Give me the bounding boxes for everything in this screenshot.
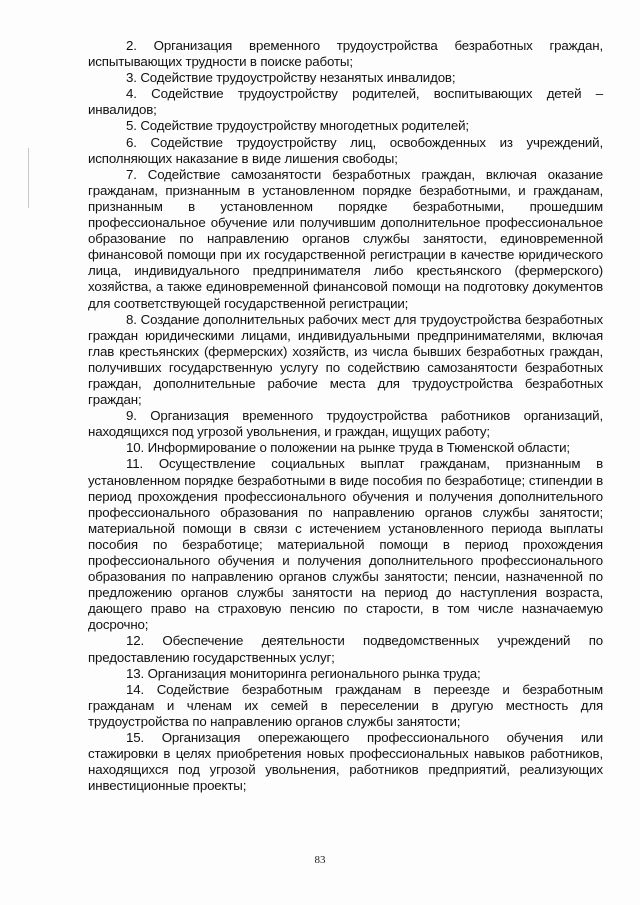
paragraph-item-6: 6. Содействие трудоустройству лиц, освобожденных из учреждений, исполняющих наказание в виде лишения свободы; [88,134,603,166]
paragraph-item-8: 8. Создание дополнительных рабочих мест для трудоустройства безработных граждан юридическими лицами, индивидуальными предпринимателями, включая глав крестьянских (фермерских) хозяйств, из числа бывших безработных граждан, получивших государственную услугу по содействию самозанятости безработных граждан, дополнительные рабочие места для трудоустройства безработных граждан; [88,311,603,408]
document-body [88,38,603,794]
paragraph-item-10: 10. Информирование о положении на рынке труда в Тюменской области; [126,440,570,456]
paragraph-item-14: 14. Содействие безработным гражданам в переезде и безработным гражданам и членам их семей в переселении в другую местность для трудоустройства по направлению органов службы занятости; [88,681,603,729]
paragraph-item-5: 5. Содействие трудоустройству многодетных родителей; [126,118,469,134]
paragraph-item-15: 15. Организация опережающего профессионального обучения или стажировки в целях приобретения новых профессиональных навыков работников, находящихся под угрозой увольнения, работников предприятий, реализующих инвестиционные проекты; [88,730,603,794]
paragraph-item-3: 3. Содействие трудоустройству незанятых инвалидов; [126,70,456,86]
paragraph-item-4: 4. Содействие трудоустройству родителей, воспитывающих детей – инвалидов; [88,86,603,118]
paragraph-item-7: 7. Содействие самозанятости безработных граждан, включая оказание гражданам, признанным в установленном порядке безработными, и гражданам, признанным в установленном порядке безработными, прошедшим профессиональное обучение или получившим дополнительное профессиональное образование по направлению органов службы занятости, единовременной финансовой помощи при их государственной регистрации в качестве юридического лица, индивидуального предпринимателя либо крестьянского (фермерского) хозяйства, а также единовременной финансовой помощи на подготовку документов для соответствующей государственной регистрации; [88,166,603,311]
paragraph-item-13: 13. Организация мониторинга регионального рынка труда; [126,665,481,681]
page-number: 83 [314,854,326,866]
paragraph-item-11: 11. Осуществление социальных выплат гражданам, признанным в установленном порядке безработными в виде пособия по безработице; стипендии в период прохождения профессионального обучения и получения дополнительного профессионального образования по направлению органов службы занятости; материальной помощи в связи с истечением установленного периода выплаты пособия по безработице; материальной помощи в период прохождения профессионального обучения и получения дополнительного профессионального образования по направлению органов службы занятости; пенсии, назначенной по предложению органов службы занятости на период до наступления возраста, дающего право на страховую пенсию по старости, в том числе назначаемую досрочно; [88,456,603,633]
paragraph-item-12: 12. Обеспечение деятельности подведомственных учреждений по предоставлению государственных услуг; [88,633,603,665]
paragraph-item-9: 9. Организация временного трудоустройства работников организаций, находящихся под угрозой увольнения, и граждан, ищущих работу; [88,408,603,440]
paragraph-item-2: 2. Организация временного трудоустройства безработных граждан, испытывающих трудности в поиске работы; [88,38,603,70]
scan-margin-mark [28,148,29,208]
